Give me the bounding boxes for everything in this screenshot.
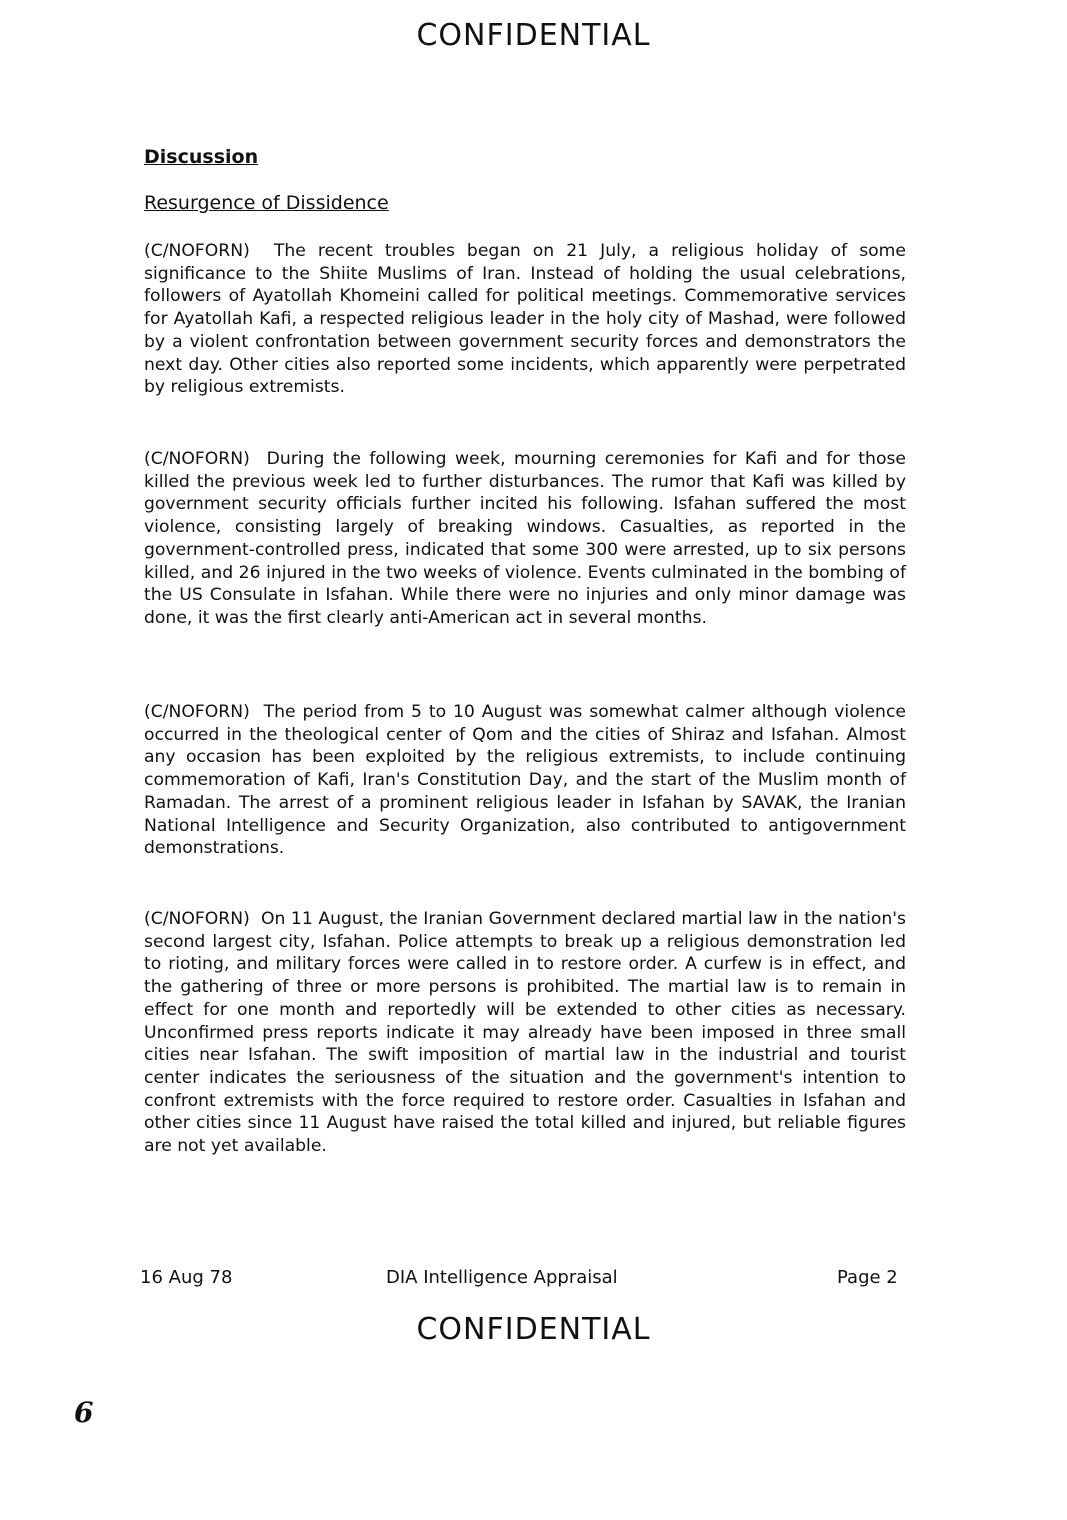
paragraph-3-marking: (C/NOFORN)	[144, 702, 250, 722]
paragraph-4-text: On 11 August, the Iranian Government declared martial law in the nation's second largest city, Isfahan. Police attempts to break up a religious demonstration led to rioting, and military forces were called in to restore order. A curfew is in effect, and the gathering of three or more persons is prohibited. The martial law is to remain in effect for one month and reportedly will be extended to other cities as necessary. Unconfirmed press reports indicate it may already have been imposed in three small cities near Isfahan. The swift imposition of martial law in the industrial and tourist center indicates the seriousness of the situation and the government's intention to confront extremists with the force required to restore order. Casualties in Isfahan and other cities since 11 August have raised the total killed and injured, but reliable figures are not yet available.	[144, 909, 906, 1157]
footer-date: 16 Aug 78	[140, 1267, 233, 1288]
paragraph-4	[144, 908, 906, 1158]
paragraph-1	[144, 240, 906, 399]
paragraph-2-marking: (C/NOFORN)	[144, 449, 250, 469]
section-heading-discussion: Discussion	[144, 146, 259, 168]
footer-page-number: Page 2	[837, 1267, 898, 1288]
subsection-heading-resurgence: Resurgence of Dissidence	[144, 192, 389, 214]
footer-publication: DIA Intelligence Appraisal	[386, 1267, 618, 1288]
paragraph-4-marking: (C/NOFORN)	[144, 909, 250, 929]
classification-footer: CONFIDENTIAL	[416, 1312, 651, 1347]
paragraph-2	[144, 448, 906, 630]
folio-number: 6	[74, 1396, 94, 1429]
paragraph-3	[144, 701, 906, 860]
paragraph-1-marking: (C/NOFORN)	[144, 241, 250, 261]
paragraph-1-text: The recent troubles began on 21 July, a religious holiday of some significance to the Shiite Muslims of Iran. Instead of holding the usual celebrations, followers of Ayatollah Khomeini called for political meetings. Commemorative services for Ayatollah Kafi, a respected religious leader in the holy city of Mashad, were followed by a violent confrontation between government security forces and demonstrators the next day. Other cities also reported some incidents, which apparently were perpetrated by religious extremists.	[144, 241, 906, 398]
paragraph-3-text: The period from 5 to 10 August was somewhat calmer although violence occurred in the theological center of Qom and the cities of Shiraz and Isfahan. Almost any occasion has been exploited by the religious extremists, to include continuing commemoration of Kafi, Iran's Constitution Day, and the start of the Muslim month of Ramadan. The arrest of a prominent religious leader in Isfahan by SAVAK, the Iranian National Intelligence and Security Organization, also contributed to antigovernment demonstrations.	[144, 702, 906, 859]
paragraph-2-text: During the following week, mourning ceremonies for Kafi and for those killed the previous week led to further disturbances. The rumor that Kafi was killed by government security officials further incited his following. Isfahan suffered the most violence, consisting largely of breaking windows. Casualties, as reported in the government-controlled press, indicated that some 300 were arrested, up to six persons killed, and 26 injured in the two weeks of violence. Events culminated in the bombing of the US Consulate in Isfahan. While there were no injuries and only minor damage was done, it was the first clearly anti-American act in several months.	[144, 449, 906, 628]
classification-header: CONFIDENTIAL	[416, 18, 651, 53]
